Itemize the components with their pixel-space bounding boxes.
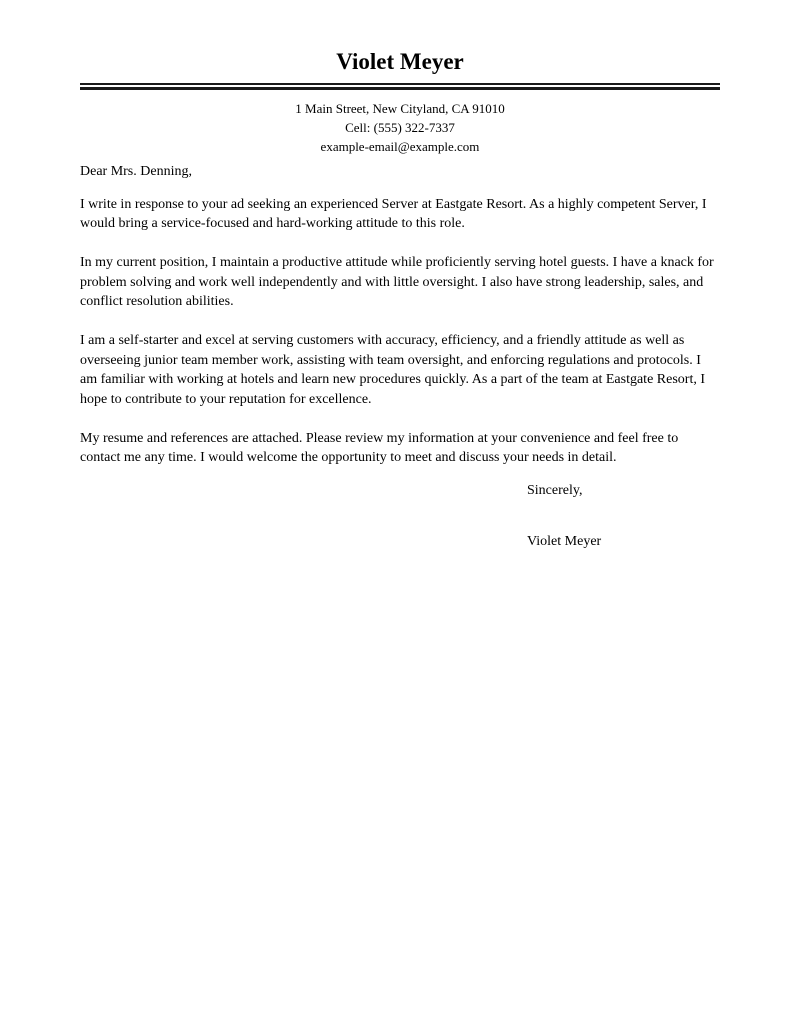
letter-author-name: Violet Meyer [336,49,464,74]
paragraph-intro: I write in response to your ad seeking an experienced Server at Eastgate Resort. As a highly competent Server, I would bring a service-focused and hard-working attitude to this role. [80,196,707,232]
salutation: Dear Mrs. Denning, [80,164,192,180]
contact-block [80,99,720,156]
contact-phone: Cell: (555) 322-7337 [345,120,455,136]
header-double-rule [80,83,720,90]
paragraph-current-position: In my current position, I maintain a productive attitude while proficiently serving hotel guests. I have a knack for problem solving and work well independently and with little oversight. I also have strong leadership, sales, and conflict resolution abilities. [80,255,714,310]
letter-body [80,162,720,552]
paragraph-resume-attached: My resume and references are attached. Please review my information at your convenience and feel free to contact me any time. I would welcome the opportunity to meet and discuss your needs in detail. [80,430,679,466]
contact-email: example-email@example.com [320,139,480,155]
contact-address: 1 Main Street, New Cityland, CA 91010 [295,101,505,117]
signature-name: Violet Meyer [527,534,602,550]
paragraph-skills: I am a self-starter and excel at serving customers with accuracy, efficiency, and a friendly attitude as well as overseeing junior team member work, assisting with team oversight, and enforcing regulations and protocols. I am familiar with working at hotels and learn new procedures quickly. As a part of the team at Eastgate Resort, I hope to contribute to your reputation for excellence. [80,333,706,407]
closing-phrase: Sincerely, [527,482,583,498]
closing-block [527,481,720,552]
